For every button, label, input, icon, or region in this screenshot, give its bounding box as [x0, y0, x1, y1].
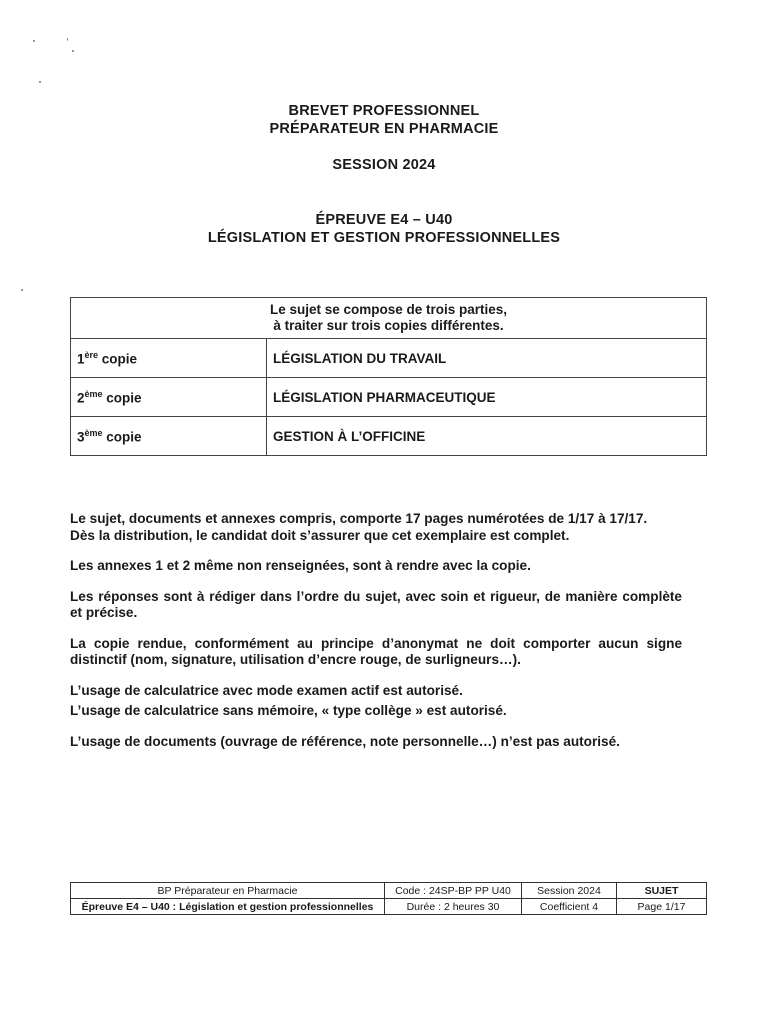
- scan-speck: [33, 40, 35, 42]
- copy-ordinal: ère: [84, 349, 99, 360]
- epreuve-title: ÉPREUVE E4 – U40: [315, 212, 453, 228]
- footer-coefficient: Coefficient 4: [522, 899, 617, 915]
- instructions: [70, 511, 682, 750]
- footer-code: Code : 24SP-BP PP U40: [385, 883, 522, 899]
- footer-diploma: BP Préparateur en Pharmacie: [71, 883, 385, 899]
- instruction-answers: Les réponses sont à rédiger dans l’ordre du sujet, avec soin et rigueur, de manière complète et précise.: [70, 588, 682, 620]
- scan-speck: [72, 50, 74, 52]
- copy-label-cell: [71, 339, 267, 378]
- instruction-documents: L’usage de documents (ouvrage de référence, note personnelle…) n’est pas autorisé.: [70, 733, 620, 749]
- instruction-calculator-exam-mode: L’usage de calculatrice avec mode examen actif est autorisé.: [70, 682, 463, 698]
- parts-intro-cell: [71, 298, 707, 339]
- part-title-cell: LÉGISLATION PHARMACEUTIQUE: [267, 378, 707, 417]
- copy-word: copie: [102, 429, 142, 445]
- parts-intro-line1: Le sujet se compose de trois parties,: [269, 302, 508, 317]
- scan-speck: [21, 289, 23, 291]
- parts-intro-line2: à traiter sur trois copies différentes.: [273, 318, 504, 333]
- copy-ordinal: ème: [84, 388, 103, 399]
- footer-row: [71, 899, 707, 915]
- copy-label-cell: [71, 378, 267, 417]
- table-row: [71, 339, 707, 378]
- part-title-cell: GESTION À L’OFFICINE: [267, 417, 707, 456]
- instruction-annexes: Les annexes 1 et 2 même non renseignées, sont à rendre avec la copie.: [70, 558, 531, 573]
- parts-table-intro-row: [71, 298, 707, 339]
- table-row: [71, 417, 707, 456]
- footer-row: [71, 883, 707, 899]
- subject-title: LÉGISLATION ET GESTION PROFESSIONNELLES: [207, 230, 561, 246]
- instruction-pages-line2: Dès la distribution, le candidat doit s’assurer que cet exemplaire est complet.: [70, 527, 570, 543]
- copy-word: copie: [102, 390, 142, 406]
- footer-doc-type: SUJET: [617, 883, 707, 899]
- instruction-anonymity: La copie rendue, conformément au principe d’anonymat ne doit comporter aucun signe distinctif (nom, signature, utilisation d’encre rouge, de surligneurs…).: [70, 635, 682, 667]
- footer-session: Session 2024: [522, 883, 617, 899]
- scan-speck: [67, 38, 68, 41]
- copy-label-cell: [71, 417, 267, 456]
- copy-number: 1: [77, 351, 85, 367]
- instruction-pages-line1: Le sujet, documents et annexes compris, comporte 17 pages numérotées de 1/17 à 17/17.: [70, 511, 648, 526]
- footer-duration: Durée : 2 heures 30: [385, 899, 522, 915]
- footer-epreuve: Épreuve E4 – U40 : Législation et gestion professionnelles: [71, 899, 385, 915]
- instruction-calculator-basic: L’usage de calculatrice sans mémoire, « type collège » est autorisé.: [70, 703, 507, 718]
- footer-page-number: Page 1/17: [617, 899, 707, 915]
- copy-ordinal: ème: [84, 427, 103, 438]
- copy-number: 2: [77, 390, 85, 406]
- parts-table: [70, 297, 707, 456]
- footer-table: [70, 882, 707, 915]
- part-title-cell: LÉGISLATION DU TRAVAIL: [267, 339, 707, 378]
- exam-title-line1: BREVET PROFESSIONNEL: [288, 103, 480, 119]
- scan-speck: [39, 81, 41, 83]
- table-row: [71, 378, 707, 417]
- copy-number: 3: [77, 429, 85, 445]
- copy-word: copie: [98, 351, 138, 367]
- session-title: SESSION 2024: [332, 157, 436, 173]
- exam-title-line2: PRÉPARATEUR EN PHARMACIE: [269, 121, 499, 137]
